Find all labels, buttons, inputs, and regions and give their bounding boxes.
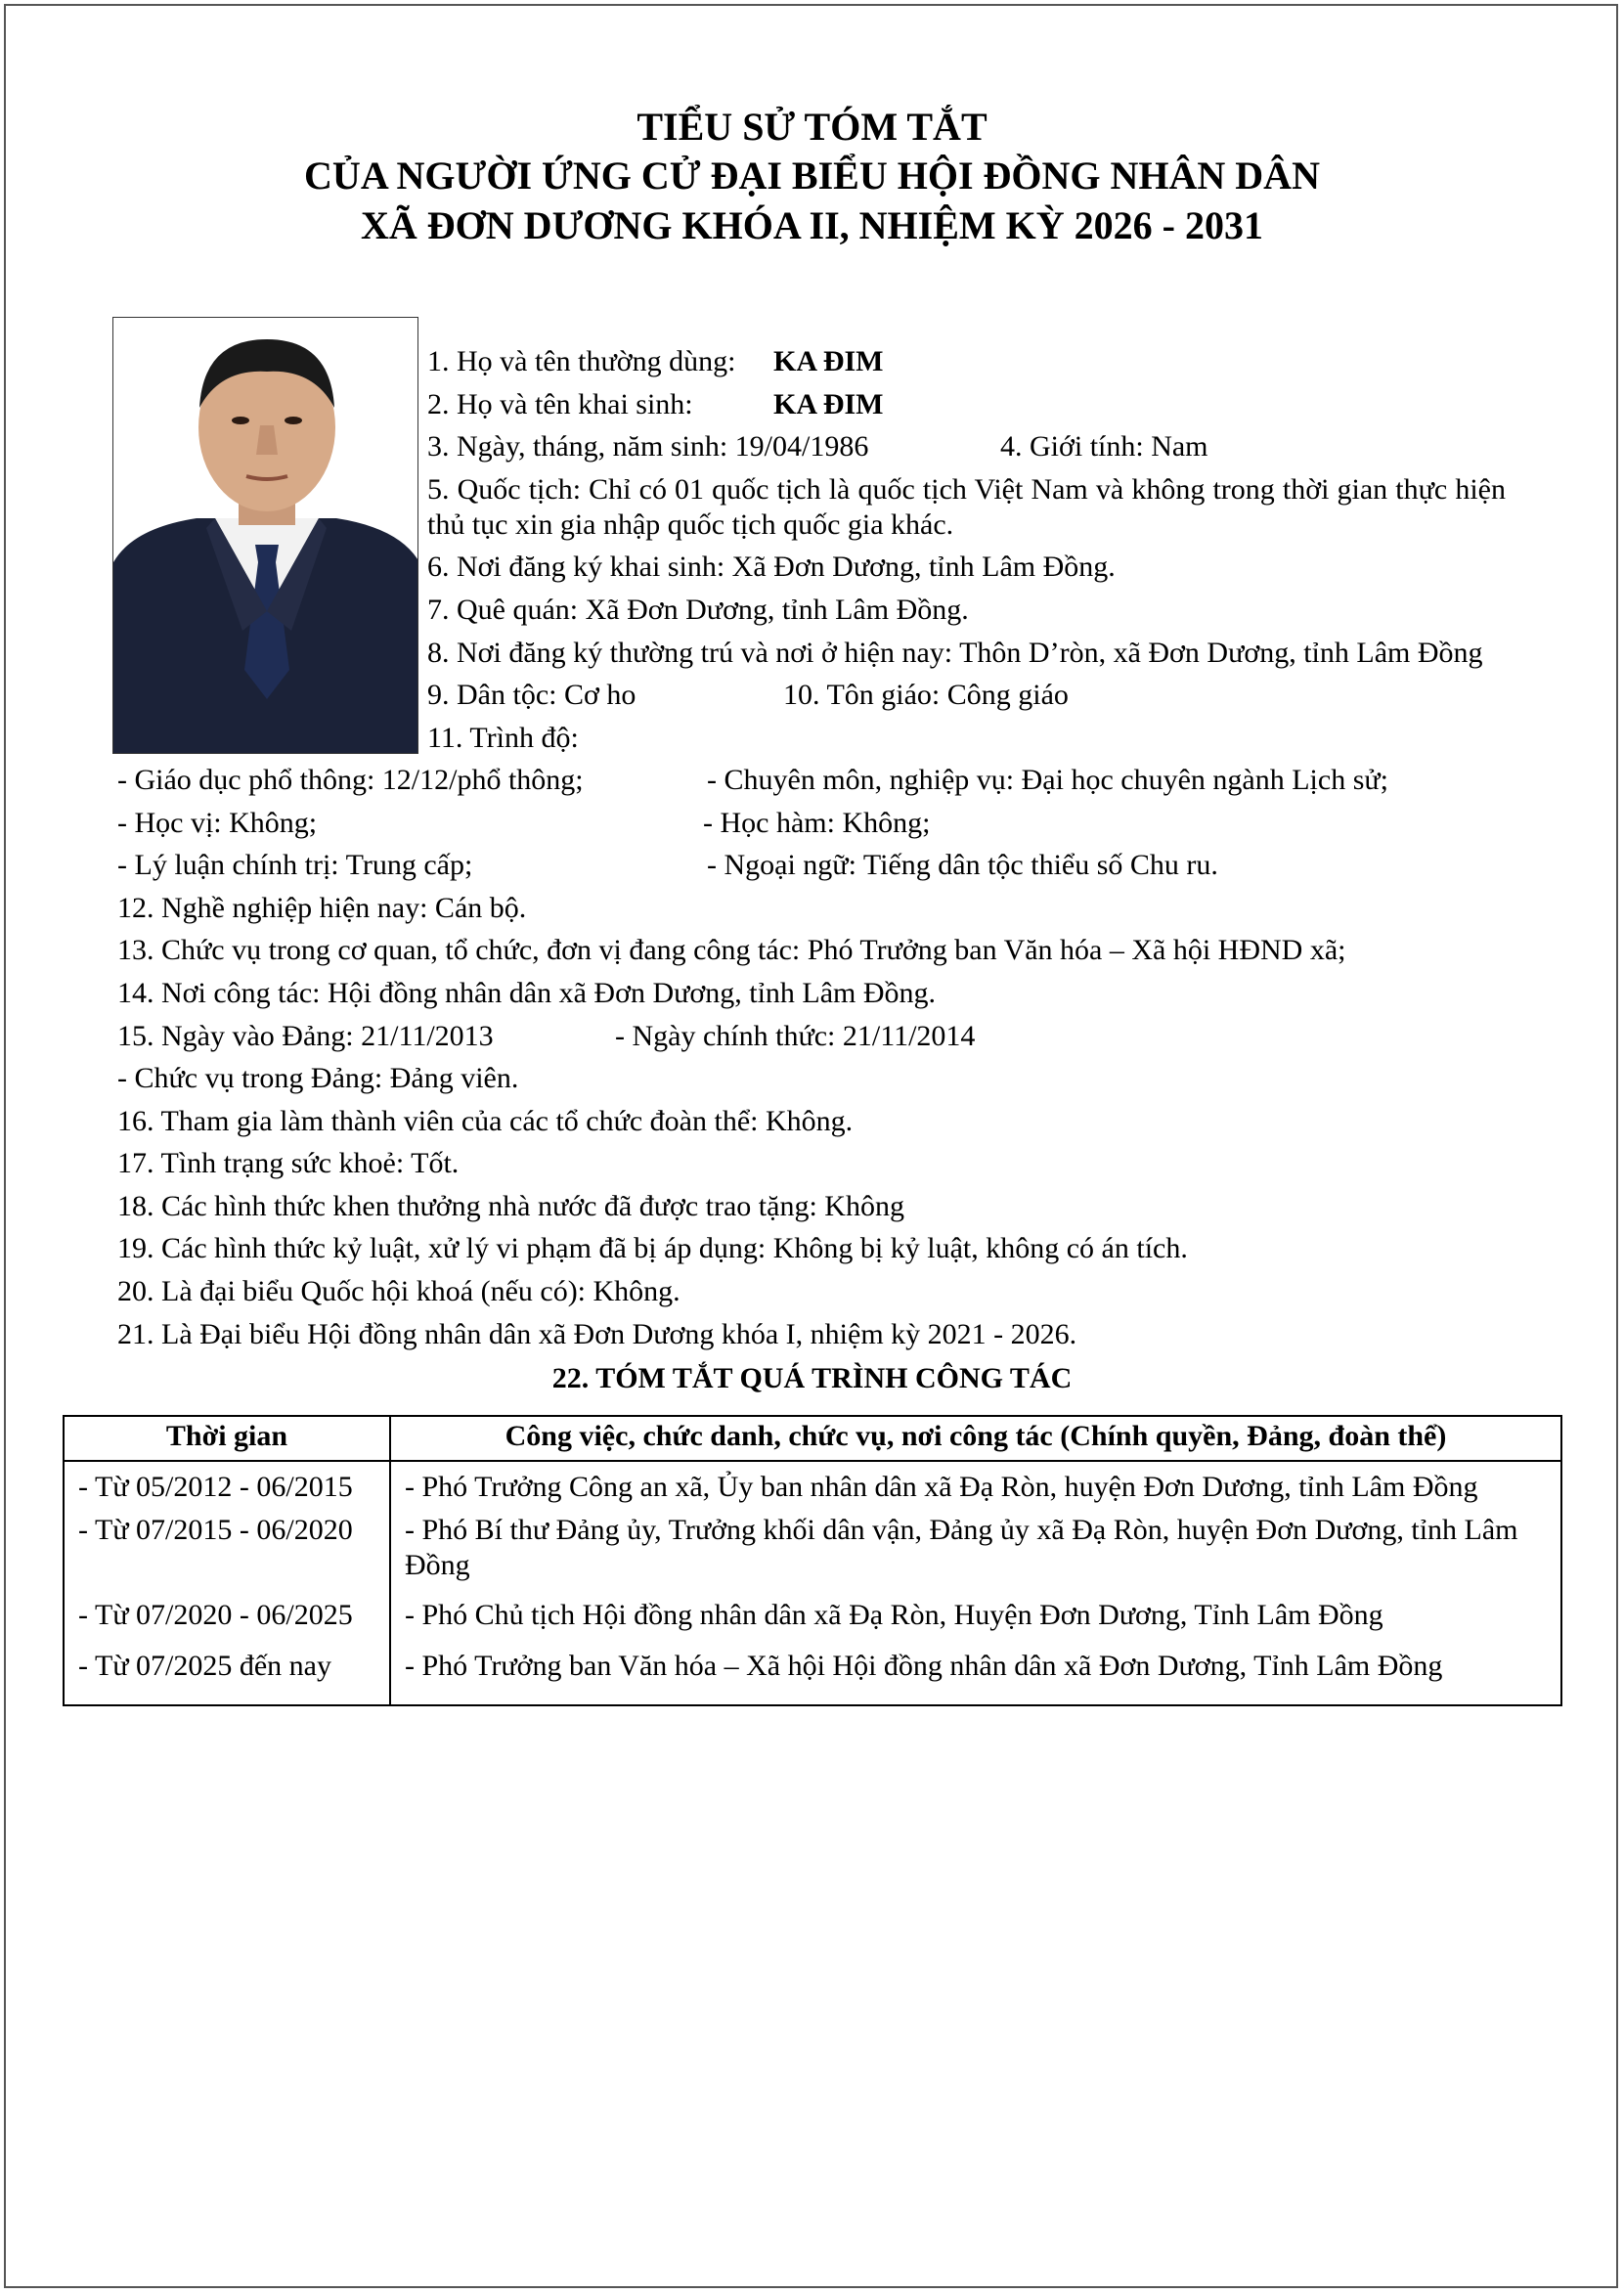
work-history-table <box>63 1415 1562 1706</box>
work-history-title: 22. TÓM TẮT QUÁ TRÌNH CÔNG TÁC <box>551 1362 1073 1394</box>
description-cell: - Phó Trưởng ban Văn hóa – Xã hội Hội đồng nhân dân xã Đơn Dương, Tỉnh Lâm Đồng <box>390 1649 1561 1705</box>
period-cell: - Từ 07/2015 - 06/2020 <box>64 1513 390 1598</box>
period-cell: - Từ 07/2020 - 06/2025 <box>64 1598 390 1649</box>
residence: 8. Nơi đăng ký thường trú và nơi ở hiện nay: Thôn D’ròn, xã Đơn Dương, tỉnh Lâm Đồng <box>427 637 1483 669</box>
party-position: - Chức vụ trong Đảng: Đảng viên. <box>117 1062 519 1094</box>
specialty: - Chuyên môn, nghiệp vụ: Đại học chuyên ngành Lịch sử; <box>707 764 1388 796</box>
general-education: - Giáo dục phổ thông: 12/12/phổ thông; <box>117 764 584 796</box>
gender: 4. Giới tính: Nam <box>1000 430 1208 463</box>
date-of-birth: 3. Ngày, tháng, năm sinh: 19/04/1986 <box>427 430 869 463</box>
table-row <box>64 1513 1561 1598</box>
current-position: 13. Chức vụ trong cơ quan, tổ chức, đơn vị đang công tác: Phó Trưởng ban Văn hóa – Xã hội HĐND xã; <box>117 934 1346 966</box>
birth-name-value: KA ĐIM <box>773 388 884 420</box>
period-column-header: Thời gian <box>64 1416 390 1461</box>
description-column-header: Công việc, chức danh, chức vụ, nơi công tác (Chính quyền, Đảng, đoàn thể) <box>390 1416 1561 1461</box>
table-row <box>64 1598 1561 1649</box>
academic-title: - Học hàm: Không; <box>703 807 931 839</box>
description-cell: - Phó Chủ tịch Hội đồng nhân dân xã Đạ Ròn, Huyện Đơn Dương, Tỉnh Lâm Đồng <box>390 1598 1561 1649</box>
awards: 18. Các hình thức khen thưởng nhà nước đã được trao tặng: Không <box>117 1190 904 1222</box>
table-row <box>64 1461 1561 1513</box>
period-cell: - Từ 05/2012 - 06/2015 <box>64 1461 390 1513</box>
religion: 10. Tôn giáo: Công giáo <box>783 679 1069 711</box>
party-official-date: - Ngày chính thức: 21/11/2014 <box>615 1020 976 1052</box>
document-title: TIỂU SỬ TÓM TẮT <box>636 105 988 149</box>
foreign-language: - Ngoại ngữ: Tiếng dân tộc thiểu số Chu ru. <box>707 849 1218 881</box>
education-heading: 11. Trình độ: <box>427 722 579 754</box>
council-member: 21. Là Đại biểu Hội đồng nhân dân xã Đơn Dương khóa I, nhiệm kỳ 2021 - 2026. <box>117 1318 1077 1350</box>
document-subtitle: CỦA NGƯỜI ỨNG CỬ ĐẠI BIỂU HỘI ĐỒNG NHÂN DÂN <box>304 154 1320 198</box>
political-theory: - Lý luận chính trị: Trung cấp; <box>117 849 473 881</box>
party-join-date: 15. Ngày vào Đảng: 21/11/2013 <box>117 1020 494 1052</box>
candidate-portrait <box>112 317 418 754</box>
hometown: 7. Quê quán: Xã Đơn Dương, tỉnh Lâm Đồng. <box>427 594 969 626</box>
occupation: 12. Nghề nghiệp hiện nay: Cán bộ. <box>117 892 527 924</box>
national-assembly: 20. Là đại biểu Quốc hội khoá (nếu có): Không. <box>117 1275 680 1307</box>
workplace: 14. Nơi công tác: Hội đồng nhân dân xã Đơn Dương, tỉnh Lâm Đồng. <box>117 977 937 1009</box>
degree: - Học vị: Không; <box>117 807 318 839</box>
description-cell: - Phó Bí thư Đảng ủy, Trưởng khối dân vận, Đảng ủy xã Đạ Ròn, huyện Đơn Dương, tỉnh Lâm Đồng <box>390 1513 1561 1598</box>
table-header-row <box>64 1416 1561 1461</box>
organizations: 16. Tham gia làm thành viên của các tổ chức đoàn thể: Không. <box>117 1105 854 1137</box>
common-name-value: KA ĐIM <box>773 345 884 377</box>
nationality: 5. Quốc tịch: Chỉ có 01 quốc tịch là quốc tịch Việt Nam và không trong thời gian thực hiện thủ tục xin gia nhập quốc tịch quốc gia khác. <box>427 473 1506 541</box>
ethnicity: 9. Dân tộc: Cơ ho <box>427 679 636 711</box>
document-term: XÃ ĐƠN DƯƠNG KHÓA II, NHIỆM KỲ 2026 - 2031 <box>361 203 1263 247</box>
birth-name-label: 2. Họ và tên khai sinh: <box>427 388 693 420</box>
table-row <box>64 1649 1561 1705</box>
description-cell: - Phó Trưởng Công an xã, Ủy ban nhân dân xã Đạ Ròn, huyện Đơn Dương, tỉnh Lâm Đồng <box>390 1461 1561 1513</box>
birth-registration: 6. Nơi đăng ký khai sinh: Xã Đơn Dương, tỉnh Lâm Đồng. <box>427 551 1116 583</box>
discipline: 19. Các hình thức kỷ luật, xử lý vi phạm đã bị áp dụng: Không bị kỷ luật, không có án tích. <box>117 1232 1188 1264</box>
period-cell: - Từ 07/2025 đến nay <box>64 1649 390 1705</box>
common-name-label: 1. Họ và tên thường dùng: <box>427 345 736 377</box>
health: 17. Tình trạng sức khoẻ: Tốt. <box>117 1147 460 1179</box>
